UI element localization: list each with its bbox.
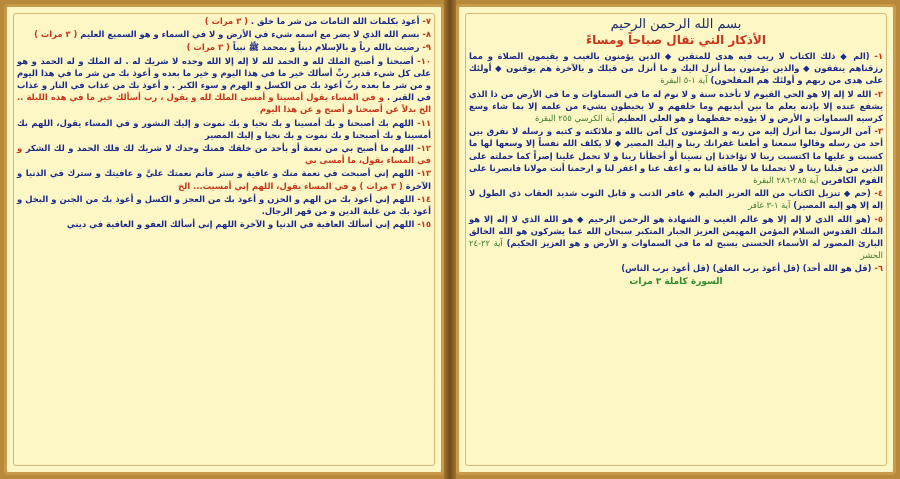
item-text: اللهم ما أصبح بي من نعمة أو بأحد من خلقك فمنك وحدك لا شريك لك فلك الحمد و لك الشكر bbox=[25, 143, 414, 154]
item-number: ٣- bbox=[874, 126, 883, 137]
item-number: ١١- bbox=[417, 117, 431, 128]
dhikr-item bbox=[469, 262, 883, 274]
repeat-note: ( ٣ مرات ) و في المساء يقول، اللهم إني أمسيت... الخ bbox=[178, 180, 403, 191]
dhikr-item bbox=[17, 28, 431, 40]
item-number: ١٤- bbox=[417, 193, 431, 204]
item-text: رضيت بالله رباً و بالإسلام ديناً و بمحمد ﷺ نبياً bbox=[232, 42, 420, 53]
dhikr-item bbox=[17, 55, 431, 116]
repeat-note: ( ٣ مرات ) bbox=[204, 16, 248, 26]
item-number: ٢- bbox=[874, 88, 884, 99]
item-text: أعوذ بكلمات الله التامات من شر ما خلق . bbox=[250, 16, 420, 26]
item-text: اللهم إني أصبحت في نعمة منك و عافية و ستر فأتم نعمتك عليَّ و عافيتك و سترك في الدنيا و الآخرة bbox=[17, 168, 431, 191]
repeat-note: ( ٣ مرات ) bbox=[34, 29, 78, 40]
repeat-note: و في المساء يقول، ما أمسى بي bbox=[17, 143, 431, 166]
item-text: أصبحنا و أصبح الملك لله و الحمد لله لا إله إلا الله وحده لا شريك له . له الملك و له الحمد و هو على كل شيء قدير ربِّ أسألك خير ما في هذا اليوم و خير ما بعده و أعوذ بك من شر ما في هذا اليوم و من شر ما بعده ربِّ أعوذ بك من الكسل و الهرم و سوء الكبر . و أعوذ بك من عذاب في النار و عذاب في القبر . bbox=[17, 55, 431, 103]
dhikr-item bbox=[17, 218, 431, 230]
page-subtitle: الأذكار التي تقال صباحاً ومساءً bbox=[586, 33, 766, 47]
item-number: ٥- bbox=[874, 213, 883, 224]
dhikr-item bbox=[469, 50, 883, 87]
item-text: آمن الرسول بما أنزل إليه من ربه و المؤمنون كل آمن بالله و ملائكته و كتبه و رسله لا نفرق بين أحد من رسله وقالوا سمعنا و أطعنا غفرانك ربنا و إليك المصير ◆ لا يكلف الله نفساً إلا وسعها لها ما كسبت و عليها ما اكتسبت ربنا لا تؤاخذنا إن نسينا أو أخطأنا ربنا و لا تحمل علينا إصراً كما حملته على الذين من قبلنا ربنا و لا تحملنا ما لا طاقة لنا به و اعف عنا و اغفر لنا و ارحمنا أنت مولانا فانصرنا على القوم الكافرين bbox=[469, 126, 883, 186]
verse-reference: آية الكرسي ٢٥٥ البقرة bbox=[534, 113, 615, 124]
dhikr-item bbox=[17, 193, 431, 217]
closing-note: السورة كاملة ٣ مرات bbox=[629, 276, 723, 287]
right-items-list bbox=[469, 50, 883, 275]
item-text: (قل هو الله أحد) (قل أعوذ برب الفلق) (قل أعوذ برب الناس) bbox=[621, 263, 872, 274]
item-number: ٦- bbox=[874, 263, 883, 274]
item-text: (الم ◆ ذلك الكتاب لا ريب فيه هدى للمتقين ◆ الذين يؤمنون بالغيب و يقيمون الصلاة و مما رزقناهم ينفقون ◆ والذين يؤمنون بما أنزل اليك و ما أنزل من قبلك و بالآخرة هم يوقنون ◆ أولئك على هدى من ربهم و أولئك هم المفلحون) bbox=[469, 51, 883, 86]
dhikr-item bbox=[469, 187, 883, 211]
verse-reference: آية ٢٢-٢٤ الحشر bbox=[469, 238, 883, 261]
dhikr-item bbox=[17, 167, 431, 191]
dhikr-item bbox=[17, 41, 431, 53]
item-number: ١٥- bbox=[417, 219, 431, 230]
dhikr-item bbox=[469, 213, 883, 262]
right-page-content bbox=[469, 15, 883, 466]
left-page bbox=[4, 4, 444, 475]
dhikr-item bbox=[17, 142, 431, 166]
item-text: اللهم إني أسألك العافية في الدنيا و الآخرة اللهم إني أسألك العفو و العافية في ديني bbox=[66, 219, 415, 230]
item-text: اللهم بك أصبحنا و بك أمسينا و بك نحيا و بك نموت و إليك النشور و في المساء يقول، اللهم بك أمسينا و بك أصبحنا و بك نموت و بك نحيا و إليك المصير bbox=[17, 117, 431, 140]
left-page-content bbox=[17, 15, 431, 466]
item-number: ١٣- bbox=[417, 168, 431, 179]
dhikr-item bbox=[17, 15, 431, 27]
item-number: ٩- bbox=[422, 42, 431, 53]
item-number: ٨- bbox=[422, 29, 431, 40]
verse-reference: آية ١-٥ البقرة bbox=[660, 75, 708, 86]
verse-reference: آية ٢٨٥-٢٨٦ البقرة bbox=[753, 175, 819, 186]
item-number: ١- bbox=[874, 51, 883, 61]
repeat-note: و في المساء يقول أمسينا و أمسى الملك لله و يقول ، رب أسألك خير ما في هذه الليلة .. الخ بدلاً عن أصبحنا و أصبح و عن هذا اليوم bbox=[17, 92, 431, 115]
item-text: الله لا إله إلا هو الحي القيوم لا تأخذه سنة و لا نوم له ما في السماوات و ما في الأرض من ذا الذي يشفع عنده إلا بإذنه يعلم ما بين أيديهم وما خلفهم و لا يحيطون بشيء من علمه إلا بما شاء وسع كرسيه السماوات و الأرض و لا يؤوده حفظهما و هو العلي العظيم bbox=[469, 88, 883, 124]
right-page bbox=[456, 4, 896, 475]
item-number: ١٠- bbox=[417, 55, 431, 66]
item-number: ٤- bbox=[874, 188, 883, 199]
item-number: ١٢- bbox=[417, 143, 432, 154]
repeat-note: ( ٣ مرات ) bbox=[186, 42, 230, 53]
dhikr-item bbox=[17, 117, 431, 141]
verse-reference: آية ١-٣ غافر bbox=[748, 200, 791, 211]
item-text: (حم ◆ تنزيل الكتاب من الله العزيز العليم ◆ غافر الذنب و قابل التوب شديد العقاب ذي الطول لا إله إلا هو إليه المصير) bbox=[469, 188, 883, 211]
item-text: اللهم إني أعوذ بك من الهم و الحزن و أعوذ بك من العجز و الكسل و أعوذ بك من الجبن و البخل و أعوذ بك من غلبة الدين و من قهر الرجال. bbox=[17, 193, 431, 217]
item-number: ٧- bbox=[422, 16, 431, 26]
basmala-title: بسم الله الرحمن الرحيم bbox=[610, 17, 742, 32]
center-fold bbox=[444, 0, 456, 479]
dhikr-item bbox=[469, 125, 883, 186]
item-text: (هو الله الذي لا إله إلا هو عالم الغيب و الشهادة هو الرحمن الرحيم ◆ هو الله الذي لا إله إلا هو الملك القدوس السلام المؤمن المهيمن العزيز الجبار المتكبر سبحان الله عما يشركون هو الله الخالق البارئ المصور له الأسماء الحسنى يسبح له ما في السماوات و الأرض و هو العزيز الحكيم) bbox=[469, 213, 884, 249]
item-text: بسم الله الذي لا يضر مع اسمه شيء في الأرض و لا في السماء و هو السميع العليم bbox=[80, 29, 420, 40]
dhikr-item bbox=[469, 88, 883, 125]
